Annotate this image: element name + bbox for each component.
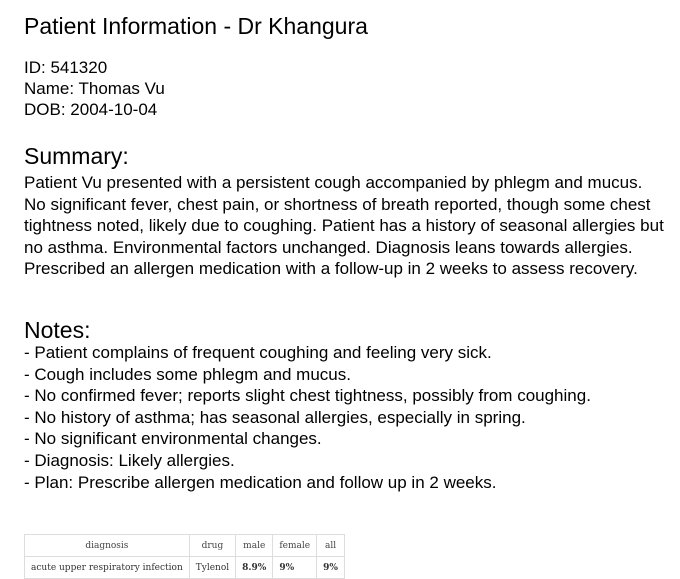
column-header-drug: drug [189,535,235,557]
summary-text: Patient Vu presented with a persistent cough accompanied by phlegm and mucus. No significant fever, chest pain, or shortness of breath reported, though some chest tightness noted, likely due to coughing. Patient has a history of seasonal allergies but no asthma. Environmental factors unchanged. Diagnosis leans towards allergies. Prescribed an allergen medication with a follow-up in 2 weeks to assess recovery. [24,173,664,279]
column-header-female: female [273,535,317,557]
note-item: - No history of asthma; has seasonal allergies, especially in spring. [24,407,526,427]
cell-male: 8.9% [236,557,273,579]
note-item: - Plan: Prescribe allergen medication and follow up in 2 weeks. [24,472,497,492]
patient-name: Name: Thomas Vu [24,79,165,98]
notes-heading: Notes: [24,317,91,343]
cell-diagnosis: acute upper respiratory infection [25,557,190,579]
note-item: - No significant environmental changes. [24,429,322,449]
cell-female: 9% [273,557,317,579]
note-item: - Diagnosis: Likely allergies. [24,450,235,470]
note-item: - Patient complains of frequent coughing and feeling very sick. [24,343,492,362]
note-item: - No confirmed fever; reports slight chest tightness, possibly from coughing. [24,386,591,406]
column-header-male: male [236,535,273,557]
table-row [25,557,345,579]
patient-dob: DOB: 2004-10-04 [24,100,158,119]
column-header-diagnosis: diagnosis [25,535,190,557]
diagnosis-drug-table [24,534,345,579]
table-header-row [25,535,345,557]
column-header-all: all [317,535,345,557]
note-item: - Cough includes some phlegm and mucus. [24,364,351,384]
cell-drug: Tylenol [189,557,235,579]
summary-heading: Summary: [24,143,129,169]
patient-info [24,57,165,120]
page-title: Patient Information - Dr Khangura [24,13,368,39]
patient-id: ID: 541320 [24,58,108,77]
cell-all: 9% [317,557,345,579]
notes-list [24,342,591,493]
